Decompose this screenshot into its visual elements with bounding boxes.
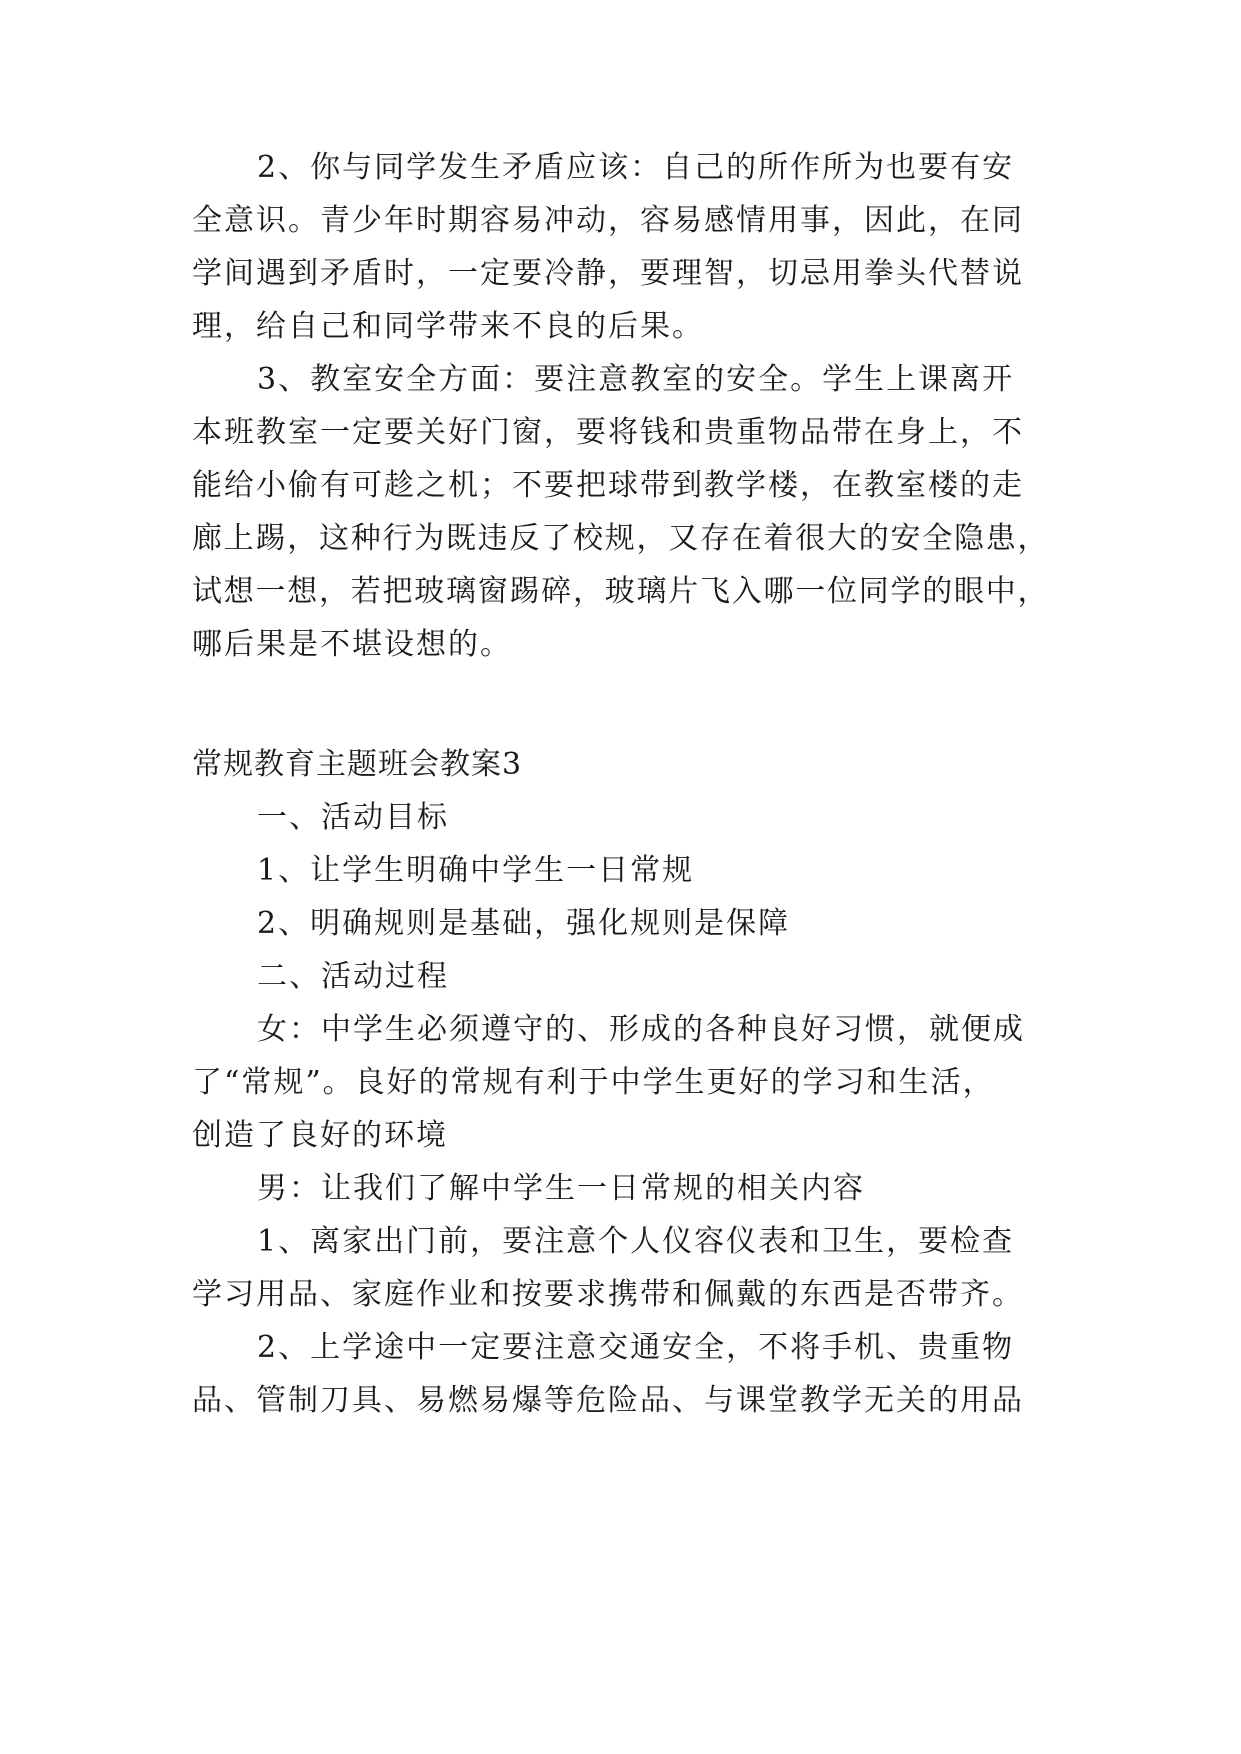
paragraph-line: 试想一想，若把玻璃窗踢碎，玻璃片飞入哪一位同学的眼中， bbox=[192, 574, 1050, 609]
section-title: 常规教育主题班会教案3 bbox=[192, 747, 523, 782]
paragraph-line: 女：中学生必须遵守的、形成的各种良好习惯，就便成 bbox=[257, 1012, 1025, 1047]
heading-goals: 一、活动目标 bbox=[257, 800, 449, 835]
paragraph-line: 2、上学途中一定要注意交通安全，不将手机、贵重物 bbox=[257, 1330, 1015, 1365]
heading-process: 二、活动过程 bbox=[257, 959, 449, 994]
paragraph-line: 全意识。青少年时期容易冲动，容易感情用事，因此，在同 bbox=[192, 203, 1024, 238]
paragraph-line: 1、离家出门前，要注意个人仪容仪表和卫生，要检查 bbox=[257, 1224, 1015, 1259]
paragraph-line: 了“常规”。良好的常规有利于中学生更好的学习和生活， bbox=[192, 1065, 995, 1100]
paragraph-line: 能给小偷有可趁之机；不要把球带到教学楼，在教室楼的走 bbox=[192, 468, 1024, 503]
paragraph-line: 廊上踢，这种行为既违反了校规，又存在着很大的安全隐患， bbox=[192, 521, 1050, 556]
goal-item: 2、明确规则是基础，强化规则是保障 bbox=[257, 906, 791, 941]
paragraph-line: 2、你与同学发生矛盾应该：自己的所作所为也要有安 bbox=[257, 150, 1015, 185]
goal-item: 1、让学生明确中学生一日常规 bbox=[257, 853, 695, 888]
paragraph-line: 品、管制刀具、易燃易爆等危险品、与课堂教学无关的用品 bbox=[192, 1383, 1024, 1418]
paragraph-line: 创造了良好的环境 bbox=[192, 1118, 448, 1153]
paragraph-line: 本班教室一定要关好门窗，要将钱和贵重物品带在身上，不 bbox=[192, 415, 1024, 450]
paragraph-line: 学间遇到矛盾时，一定要冷静，要理智，切忌用拳头代替说 bbox=[192, 256, 1024, 291]
paragraph-line: 男：让我们了解中学生一日常规的相关内容 bbox=[257, 1171, 865, 1206]
paragraph-line: 3、教室安全方面：要注意教室的安全。学生上课离开 bbox=[257, 362, 1015, 397]
paragraph-line: 理，给自己和同学带来不良的后果。 bbox=[192, 309, 704, 344]
paragraph-line: 哪后果是不堪设想的。 bbox=[192, 627, 512, 662]
paragraph-line: 学习用品、家庭作业和按要求携带和佩戴的东西是否带齐。 bbox=[192, 1277, 1024, 1312]
